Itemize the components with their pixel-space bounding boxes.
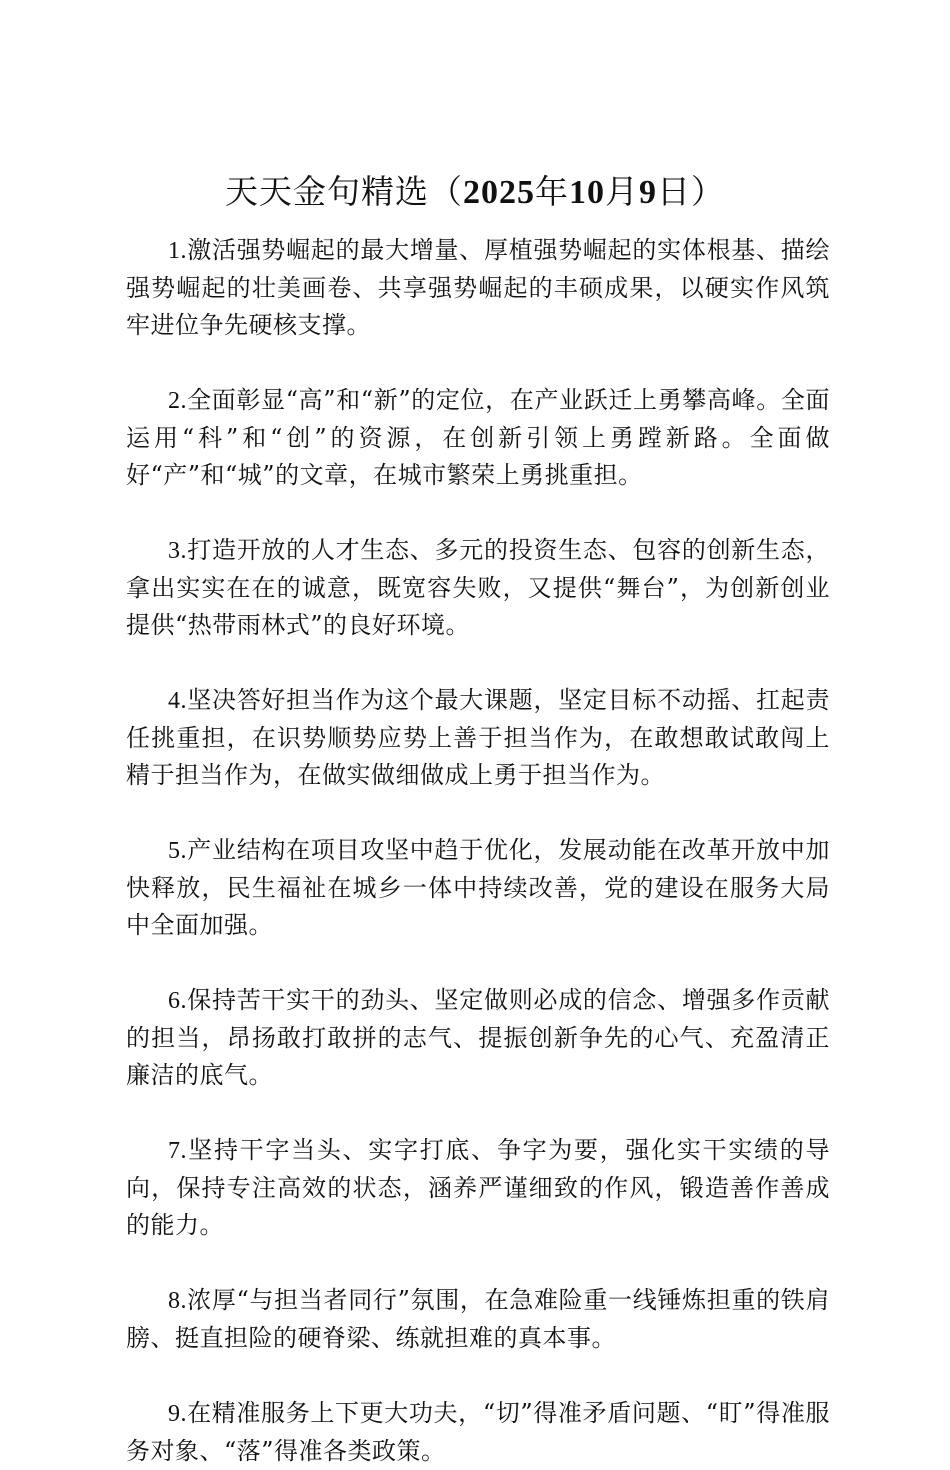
title-year-unit: 年 — [535, 172, 569, 211]
quote-number: 4. — [168, 688, 187, 714]
quote-number: 8. — [168, 1288, 187, 1314]
quote-text: 在精准服务上下更大功夫，“切”得准矛盾问题、“盯”得准服务对象、“落”得准各类政策。 — [126, 1399, 830, 1465]
quote-item-5 — [126, 832, 830, 944]
quote-number: 5. — [168, 838, 187, 864]
quote-text: 保持苦干实干的劲头、坚定做则必成的信念、增强多作贡献的担当，昂扬敢打敢拼的志气、提振创新争先的心气、充盈清正廉洁的底气。 — [126, 986, 830, 1089]
title-month-unit: 月 — [605, 172, 639, 211]
document-title — [0, 168, 950, 217]
quote-text: 坚决答好担当作为这个最大课题，坚定目标不动摇、扛起责任挑重担，在识势顺势应势上善于担当作为，在敢想敢试敢闯上精于担当作为，在做实做细做成上勇于担当作为。 — [126, 686, 830, 789]
quote-item-7 — [126, 1132, 830, 1244]
quote-text: 产业结构在项目攻坚中趋于优化，发展动能在改革开放中加快释放，民生福祉在城乡一体中持续改善，党的建设在服务大局中全面加强。 — [126, 836, 830, 939]
quote-item-6 — [126, 982, 830, 1094]
title-year: 2025 — [463, 174, 535, 211]
quote-number: 3. — [168, 538, 187, 564]
title-day: 9 — [639, 174, 657, 211]
quote-number: 6. — [168, 988, 187, 1014]
quote-item-2 — [126, 382, 830, 494]
quote-list — [126, 232, 830, 1470]
title-prefix: 天天金句精选（ — [225, 172, 463, 211]
quote-item-9 — [126, 1395, 830, 1470]
quote-text: 浓厚“与担当者同行”氛围，在急难险重一线锤炼担重的铁肩膀、挺直担险的硬脊梁、练就担难的真本事。 — [126, 1286, 830, 1352]
quote-number: 2. — [168, 388, 187, 414]
quote-number: 7. — [168, 1138, 187, 1164]
quote-item-1 — [126, 232, 830, 344]
title-day-unit: 日） — [657, 172, 725, 211]
quote-text: 激活强势崛起的最大增量、厚植强势崛起的实体根基、描绘强势崛起的壮美画卷、共享强势崛起的丰硕成果，以硬实作风筑牢进位争先硬核支撑。 — [126, 236, 830, 339]
quote-text: 打造开放的人才生态、多元的投资生态、包容的创新生态，拿出实实在在的诚意，既宽容失败，又提供“舞台”，为创新创业提供“热带雨林式”的良好环境。 — [126, 536, 830, 639]
quote-number: 1. — [168, 238, 187, 264]
quote-number: 9. — [168, 1401, 187, 1427]
title-month: 10 — [569, 174, 605, 211]
quote-text: 全面彰显“高”和“新”的定位，在产业跃迁上勇攀高峰。全面运用“科”和“创”的资源，在创新引领上勇蹚新路。全面做好“产”和“城”的文章，在城市繁荣上勇挑重担。 — [126, 386, 830, 489]
quote-item-8 — [126, 1282, 830, 1357]
quote-text: 坚持干字当头、实字打底、争字为要，强化实干实绩的导向，保持专注高效的状态，涵养严谨细致的作风，锻造善作善成的能力。 — [126, 1136, 830, 1239]
quote-item-4 — [126, 682, 830, 794]
quote-item-3 — [126, 532, 830, 644]
